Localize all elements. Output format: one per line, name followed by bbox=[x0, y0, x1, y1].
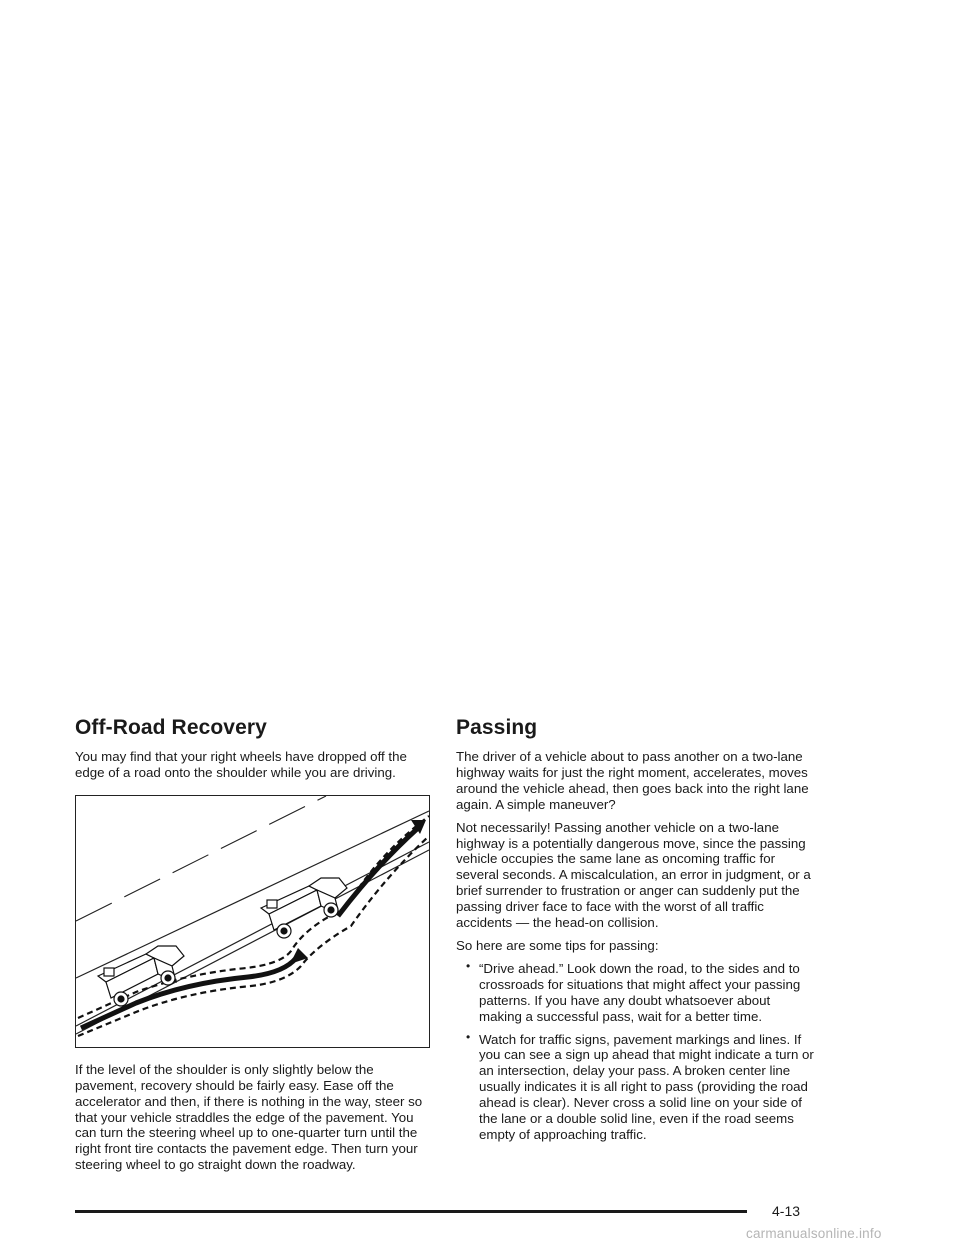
off-road-recovery-illustration bbox=[75, 795, 430, 1048]
left-column bbox=[75, 716, 435, 1180]
passing-paragraph-1: The driver of a vehicle about to pass another on a two-lane highway waits for just the right moment, accelerates, moves around the vehicle ahead, then goes back into the right lane again. A simple maneuver? bbox=[456, 749, 809, 812]
passing-tips-list bbox=[456, 958, 816, 1143]
bullet-icon: • bbox=[466, 1029, 471, 1044]
right-column bbox=[456, 716, 816, 1150]
footer-rule bbox=[75, 1210, 747, 1213]
passing-paragraph-2: Not necessarily! Passing another vehicle on a two-lane highway is a potentially dangerous move, since the passing vehicle occupies the same lane as oncoming traffic for several seconds. A miscalculation, an error in judgment, or a brief surrender to frustration or anger can suddenly put the passing driver face to face with the worst of all traffic accidents — the head-on collision. bbox=[456, 819, 811, 931]
passing-paragraph-3: So here are some tips for passing: bbox=[456, 937, 659, 953]
watermark: carmanualsonline.info bbox=[746, 1226, 882, 1241]
recovery-paragraph: If the level of the shoulder is only slightly below the pavement, recovery should be fairly easy. Ease off the accelerator and then, if there is nothing in the way, steer so that your vehicle straddles the edge of the pavement. You can turn the steering wheel up to one-quarter turn until the right front tire contacts the pavement edge. Then turn your steering wheel to go straight down the roadway. bbox=[75, 1061, 423, 1173]
list-item bbox=[466, 1029, 816, 1143]
front-truck-icon bbox=[261, 878, 347, 938]
bullet-icon: • bbox=[466, 958, 471, 973]
list-item bbox=[466, 958, 816, 1025]
tip-text: Watch for traffic signs, pavement markings and lines. If you can see a sign up ahead that might indicate a turn or an intersection, delay your pass. A broken center line usually indicates it is all right to pass (providing the road ahead is clear). Never cross a solid line on your side of the lane or a double solid line, even if the road seems empty of approaching traffic. bbox=[479, 1031, 814, 1142]
road-recovery-diagram bbox=[76, 796, 429, 1047]
page-number: 4-13 bbox=[772, 1203, 801, 1219]
section-heading-passing: Passing bbox=[456, 716, 538, 739]
intro-paragraph: You may find that your right wheels have dropped off the edge of a road onto the shoulder while you are driving. bbox=[75, 749, 407, 780]
tip-text: “Drive ahead.” Look down the road, to the sides and to crossroads for situations that might affect your passing patterns. If you have any doubt whatsoever about making a successful pass, wait for a better time. bbox=[479, 960, 801, 1024]
section-heading-off-road-recovery: Off-Road Recovery bbox=[75, 716, 267, 739]
rear-truck-icon bbox=[98, 946, 184, 1006]
